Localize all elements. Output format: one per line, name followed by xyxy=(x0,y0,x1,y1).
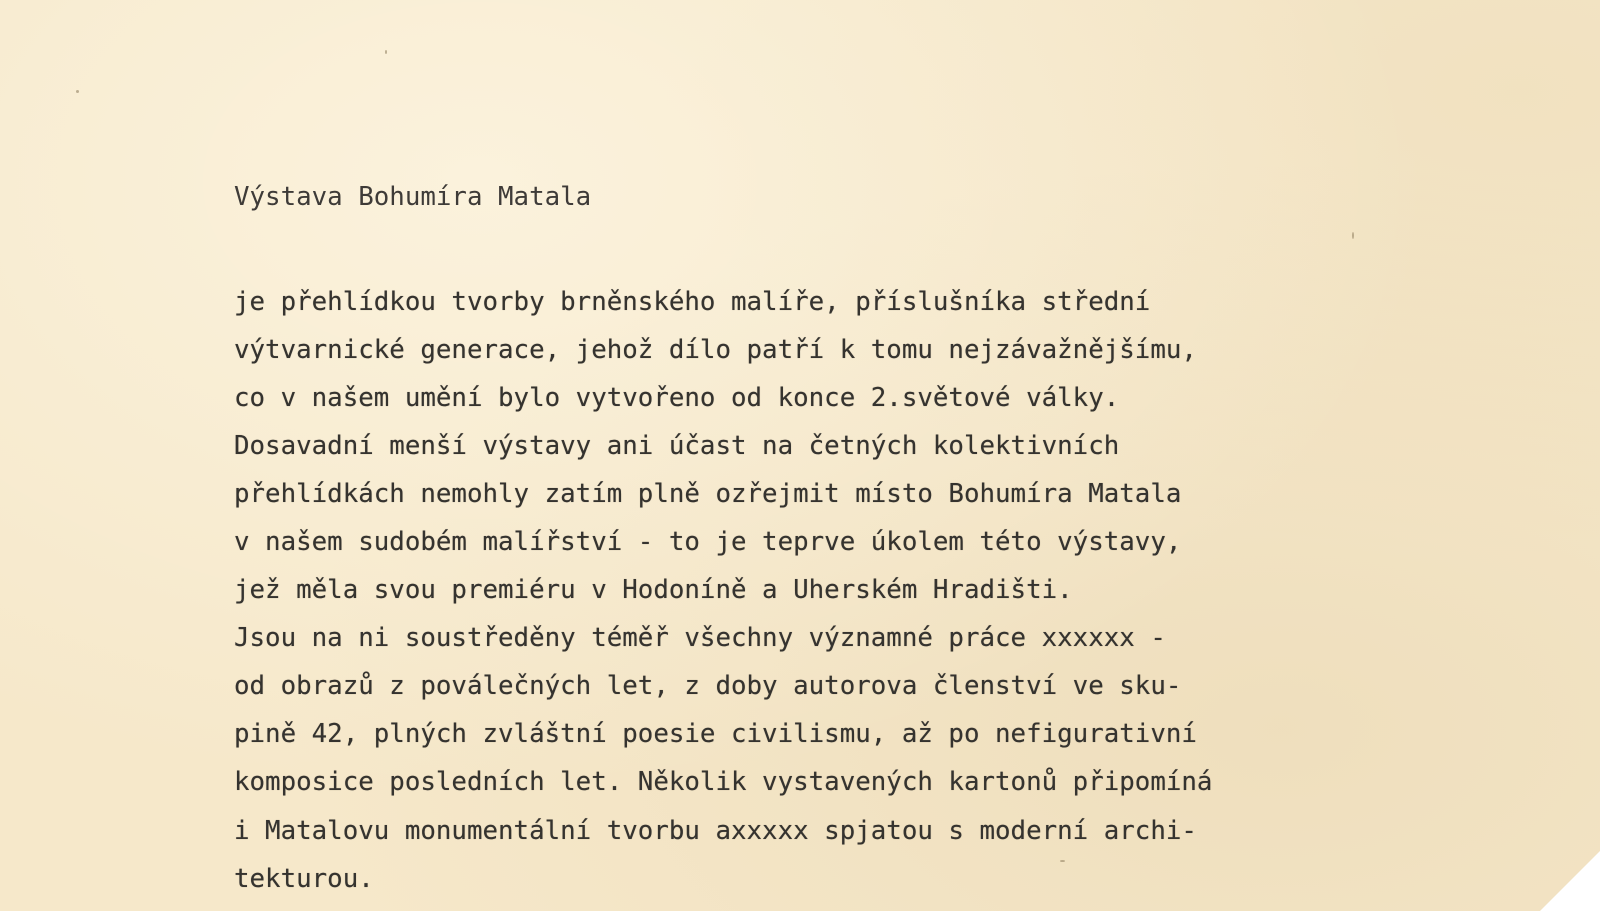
body-line: Dosavadní menší výstavy ani účast na četných kolektivních xyxy=(234,431,1120,462)
document-title: Výstava Bohumíra Matala xyxy=(234,182,592,212)
paper-speck xyxy=(1352,232,1354,239)
body-line: jež měla svou premiéru v Hodoníně a Uherském Hradišti. xyxy=(234,575,1073,606)
body-line: pině 42, plných zvláštní poesie civilismu, až po nefigurativní xyxy=(234,719,1197,750)
body-line: je přehlídkou tvorby brněnského malíře, příslušníka střední xyxy=(234,287,1151,317)
paper-speck xyxy=(385,50,387,54)
body-line: Jsou na ni soustředěny téměř všechny významné práce xxxxxx - xyxy=(234,623,1166,654)
body-line: komposice posledních let. Několik vystavených kartonů připomíná xyxy=(234,767,1213,798)
body-line: přehlídkách nemohly zatím plně ozřejmit místo Bohumíra Matala xyxy=(234,479,1182,510)
document-body xyxy=(234,278,1212,903)
paper-speck xyxy=(76,90,79,93)
torn-corner xyxy=(1540,851,1600,911)
body-line: výtvarnické generace, jehož dílo patří k tomu nejzávažnějšímu, xyxy=(234,335,1197,366)
body-line: v našem sudobém malířství - to je teprve úkolem této výstavy, xyxy=(234,527,1182,558)
body-line: i Matalovu monumentální tvorbu axxxxx spjatou s moderní archi- xyxy=(234,815,1197,846)
body-line: od obrazů z poválečných let, z doby autorova členství ve sku- xyxy=(234,671,1182,702)
body-line: tekturou. xyxy=(234,863,374,894)
body-line: co v našem umění bylo vytvořeno od konce 2.světové války. xyxy=(234,383,1120,414)
